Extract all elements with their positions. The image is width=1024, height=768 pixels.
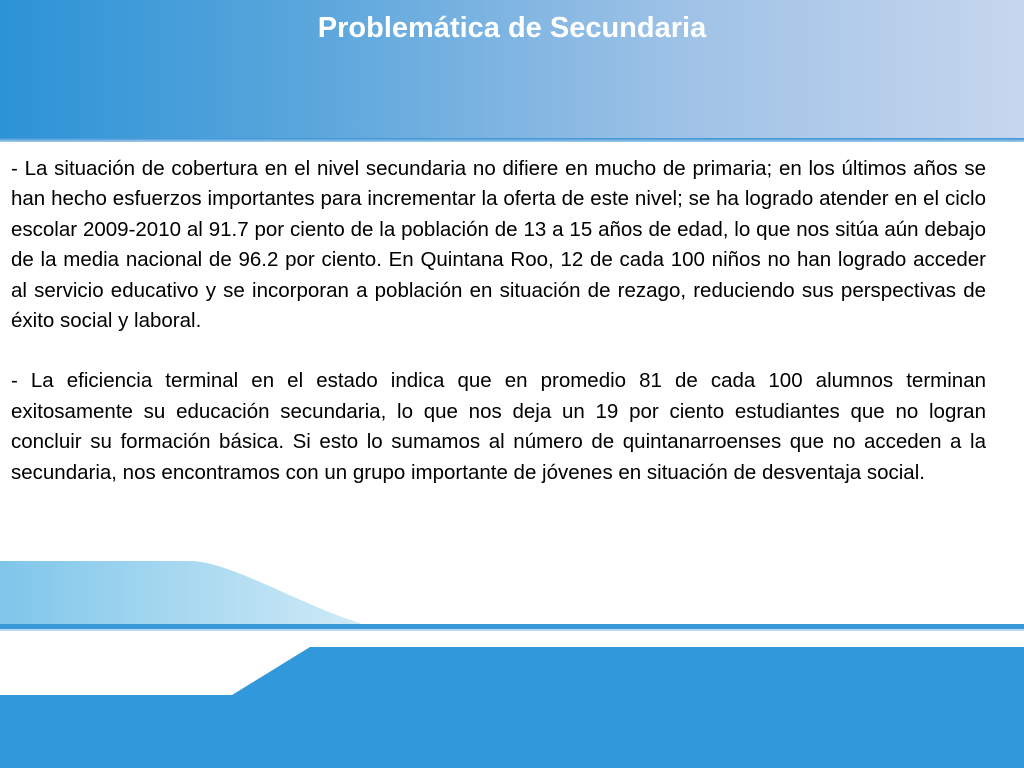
footer-decoration [0,555,1024,768]
header-divider [0,138,1024,142]
slide-title: Problemática de Secundaria [317,12,707,44]
body-text [11,154,986,488]
paragraph-cobertura: - La situación de cobertura en el nivel secundaria no difiere en mucho de primaria; en los últimos años se han hecho esfuerzos importantes para incrementar la oferta de este nivel; se ha logrado atender en el ciclo escolar 2009-2010 al 91.7 por ciento de la población de 13 a 15 años de edad, lo que nos sitúa aún debajo de la media nacional de 96.2 por ciento. En Quintana Roo, 12 de cada 100 niños no han logrado acceder al servicio educativo y se incorporan a población en situación de rezago, reduciendo sus perspectivas de éxito social y laboral. [11,157,986,333]
light-wave-shape [0,561,360,627]
footer-divider-highlight [0,629,1024,631]
paragraph-eficiencia: - La eficiencia terminal en el estado indica que en promedio 81 de cada 100 alumnos terminan exitosamente su educación secundaria, lo que nos deja un 19 por ciento estudiantes que no logran concluir su formación básica. Si esto lo sumamos al número de quintanarroenses que no acceden a la secundaria, nos encontramos con un grupo importante de jóvenes en situación de desventaja social. [11,369,986,484]
bottom-band [0,647,1024,768]
footer-divider-line [0,624,1024,629]
